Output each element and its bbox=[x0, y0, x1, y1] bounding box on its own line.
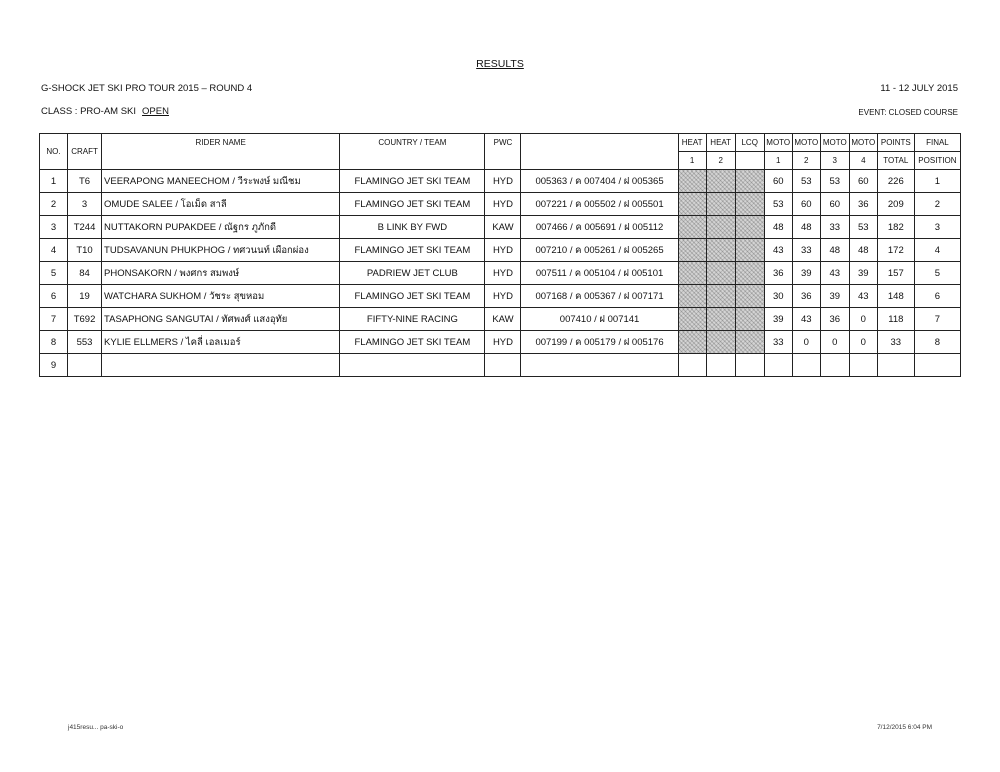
cell-moto-2: 53 bbox=[792, 170, 820, 193]
cell-moto-3: 33 bbox=[820, 216, 849, 239]
cell-heat-2 bbox=[706, 239, 735, 262]
cell-final-position: 7 bbox=[914, 308, 960, 331]
cell-final-position: 5 bbox=[914, 262, 960, 285]
header-moto-2-number: 2 bbox=[792, 152, 820, 170]
cell-pwc: KAW bbox=[485, 216, 521, 239]
cell-country-team bbox=[340, 354, 485, 377]
cell-heat-2 bbox=[706, 308, 735, 331]
page-title: RESULTS bbox=[476, 58, 524, 70]
cell-moto-3: 39 bbox=[820, 285, 849, 308]
cell-moto-4: 0 bbox=[849, 308, 877, 331]
table-row bbox=[40, 193, 961, 216]
cell-moto-1: 53 bbox=[764, 193, 792, 216]
cell-lcq bbox=[735, 354, 764, 377]
header-heat-2: HEAT bbox=[706, 134, 735, 152]
cell-lcq bbox=[735, 170, 764, 193]
table-row bbox=[40, 331, 961, 354]
cell-final-position: 1 bbox=[914, 170, 960, 193]
footer-timestamp: 7/12/2015 6:04 PM bbox=[877, 724, 932, 731]
table-row bbox=[40, 216, 961, 239]
header-heat-1: HEAT bbox=[678, 134, 706, 152]
cell-country-team: FLAMINGO JET SKI TEAM bbox=[340, 193, 485, 216]
cell-moto-4: 0 bbox=[849, 331, 877, 354]
cell-pwc: HYD bbox=[485, 331, 521, 354]
cell-moto-4: 39 bbox=[849, 262, 877, 285]
cell-pwc: HYD bbox=[485, 170, 521, 193]
cell-serial: 005363 / ค 007404 / ฝ 005365 bbox=[521, 170, 678, 193]
table-header bbox=[40, 134, 961, 170]
cell-serial: 007199 / ค 005179 / ฝ 005176 bbox=[521, 331, 678, 354]
cell-no: 9 bbox=[40, 354, 68, 377]
cell-pwc: HYD bbox=[485, 262, 521, 285]
cell-craft: 19 bbox=[68, 285, 102, 308]
header-lcq: LCQ bbox=[735, 134, 764, 152]
cell-final-position: 6 bbox=[914, 285, 960, 308]
class-line bbox=[41, 106, 169, 117]
cell-final-position: 8 bbox=[914, 331, 960, 354]
cell-points-total: 118 bbox=[877, 308, 914, 331]
cell-no: 1 bbox=[40, 170, 68, 193]
cell-moto-3: 0 bbox=[820, 331, 849, 354]
cell-moto-1: 39 bbox=[764, 308, 792, 331]
cell-serial: 007221 / ค 005502 / ฝ 005501 bbox=[521, 193, 678, 216]
header-moto-2: MOTO bbox=[792, 134, 820, 152]
results-table bbox=[39, 133, 961, 377]
cell-moto-2: 36 bbox=[792, 285, 820, 308]
header-rider-name: RIDER NAME bbox=[102, 134, 340, 170]
cell-moto-4: 43 bbox=[849, 285, 877, 308]
cell-heat-2 bbox=[706, 285, 735, 308]
cell-moto-4: 60 bbox=[849, 170, 877, 193]
cell-final-position: 2 bbox=[914, 193, 960, 216]
cell-craft: T6 bbox=[68, 170, 102, 193]
cell-craft: 553 bbox=[68, 331, 102, 354]
cell-moto-4: 53 bbox=[849, 216, 877, 239]
table-row bbox=[40, 262, 961, 285]
header-serial bbox=[521, 134, 678, 170]
cell-serial: 007410 / ฝ 007141 bbox=[521, 308, 678, 331]
header-moto-1-number: 1 bbox=[764, 152, 792, 170]
header-moto-3: MOTO bbox=[820, 134, 849, 152]
cell-country-team: B LINK BY FWD bbox=[340, 216, 485, 239]
cell-moto-3 bbox=[820, 354, 849, 377]
cell-moto-1 bbox=[764, 354, 792, 377]
cell-moto-2: 43 bbox=[792, 308, 820, 331]
cell-no: 3 bbox=[40, 216, 68, 239]
cell-pwc: KAW bbox=[485, 308, 521, 331]
cell-serial bbox=[521, 354, 678, 377]
event-type: EVENT: CLOSED COURSE bbox=[858, 108, 958, 117]
cell-moto-4 bbox=[849, 354, 877, 377]
cell-moto-2: 48 bbox=[792, 216, 820, 239]
cell-moto-2: 0 bbox=[792, 331, 820, 354]
cell-heat-2 bbox=[706, 354, 735, 377]
table-row bbox=[40, 239, 961, 262]
cell-country-team: FLAMINGO JET SKI TEAM bbox=[340, 170, 485, 193]
cell-points-total bbox=[877, 354, 914, 377]
header-pwc: PWC bbox=[485, 134, 521, 170]
cell-heat-1 bbox=[678, 170, 706, 193]
cell-moto-1: 30 bbox=[764, 285, 792, 308]
cell-heat-1 bbox=[678, 262, 706, 285]
cell-heat-1 bbox=[678, 331, 706, 354]
cell-heat-1 bbox=[678, 308, 706, 331]
cell-heat-2 bbox=[706, 331, 735, 354]
cell-serial: 007168 / ค 005367 / ฝ 007171 bbox=[521, 285, 678, 308]
cell-heat-1 bbox=[678, 193, 706, 216]
cell-lcq bbox=[735, 285, 764, 308]
header-no: NO. bbox=[40, 134, 68, 170]
class-value: OPEN bbox=[142, 106, 169, 117]
cell-rider-name bbox=[102, 354, 340, 377]
table-row bbox=[40, 308, 961, 331]
cell-heat-1 bbox=[678, 239, 706, 262]
cell-moto-3: 36 bbox=[820, 308, 849, 331]
cell-heat-1 bbox=[678, 285, 706, 308]
header-final: FINAL bbox=[914, 134, 960, 152]
cell-final-position bbox=[914, 354, 960, 377]
cell-no: 8 bbox=[40, 331, 68, 354]
header-lcq-sub bbox=[735, 152, 764, 170]
table-row bbox=[40, 285, 961, 308]
cell-rider-name: OMUDE SALEE / โอเม็ด สาลี bbox=[102, 193, 340, 216]
cell-pwc: HYD bbox=[485, 239, 521, 262]
cell-points-total: 33 bbox=[877, 331, 914, 354]
cell-heat-2 bbox=[706, 216, 735, 239]
header-heat-1-number: 1 bbox=[678, 152, 706, 170]
cell-moto-3: 43 bbox=[820, 262, 849, 285]
cell-lcq bbox=[735, 262, 764, 285]
cell-moto-2: 33 bbox=[792, 239, 820, 262]
cell-craft: 3 bbox=[68, 193, 102, 216]
cell-moto-1: 43 bbox=[764, 239, 792, 262]
cell-final-position: 3 bbox=[914, 216, 960, 239]
cell-craft: T10 bbox=[68, 239, 102, 262]
cell-no: 6 bbox=[40, 285, 68, 308]
cell-rider-name: WATCHARA SUKHOM / วัชระ สุขหอม bbox=[102, 285, 340, 308]
header-moto-4-number: 4 bbox=[849, 152, 877, 170]
cell-points-total: 157 bbox=[877, 262, 914, 285]
header-moto-4: MOTO bbox=[849, 134, 877, 152]
cell-lcq bbox=[735, 308, 764, 331]
event-name: G-SHOCK JET SKI PRO TOUR 2015 – ROUND 4 bbox=[41, 83, 253, 94]
cell-rider-name: KYLIE ELLMERS / ไคลี่ เอลเมอร์ bbox=[102, 331, 340, 354]
footer-filename: j415resu... pa-ski-o bbox=[68, 724, 124, 731]
cell-craft: T244 bbox=[68, 216, 102, 239]
cell-pwc: HYD bbox=[485, 285, 521, 308]
cell-points-total: 226 bbox=[877, 170, 914, 193]
cell-heat-2 bbox=[706, 193, 735, 216]
cell-moto-1: 33 bbox=[764, 331, 792, 354]
cell-moto-1: 60 bbox=[764, 170, 792, 193]
cell-lcq bbox=[735, 216, 764, 239]
cell-serial: 007466 / ค 005691 / ฝ 005112 bbox=[521, 216, 678, 239]
cell-craft bbox=[68, 354, 102, 377]
cell-country-team: PADRIEW JET CLUB bbox=[340, 262, 485, 285]
cell-country-team: FLAMINGO JET SKI TEAM bbox=[340, 331, 485, 354]
cell-moto-1: 48 bbox=[764, 216, 792, 239]
cell-moto-2: 39 bbox=[792, 262, 820, 285]
header-points-total: TOTAL bbox=[877, 152, 914, 170]
cell-no: 7 bbox=[40, 308, 68, 331]
cell-rider-name: PHONSAKORN / พงศกร สมพงษ์ bbox=[102, 262, 340, 285]
cell-serial: 007511 / ค 005104 / ฝ 005101 bbox=[521, 262, 678, 285]
class-label: CLASS : PRO-AM SKI bbox=[41, 106, 137, 117]
table-row bbox=[40, 354, 961, 377]
cell-points-total: 209 bbox=[877, 193, 914, 216]
table-body bbox=[40, 170, 961, 377]
cell-rider-name: NUTTAKORN PUPAKDEE / ณัฐกร ภูภักดี bbox=[102, 216, 340, 239]
cell-country-team: FLAMINGO JET SKI TEAM bbox=[340, 239, 485, 262]
cell-rider-name: TUDSAVANUN PHUKPHOG / ทศวนนท์ เผือกผ่อง bbox=[102, 239, 340, 262]
header-country-team: COUNTRY / TEAM bbox=[340, 134, 485, 170]
cell-no: 4 bbox=[40, 239, 68, 262]
cell-moto-3: 53 bbox=[820, 170, 849, 193]
cell-lcq bbox=[735, 331, 764, 354]
cell-country-team: FIFTY-NINE RACING bbox=[340, 308, 485, 331]
cell-moto-4: 36 bbox=[849, 193, 877, 216]
cell-heat-2 bbox=[706, 170, 735, 193]
cell-moto-1: 36 bbox=[764, 262, 792, 285]
cell-moto-3: 48 bbox=[820, 239, 849, 262]
cell-moto-2: 60 bbox=[792, 193, 820, 216]
cell-pwc bbox=[485, 354, 521, 377]
cell-craft: T692 bbox=[68, 308, 102, 331]
cell-moto-2 bbox=[792, 354, 820, 377]
cell-heat-1 bbox=[678, 216, 706, 239]
cell-lcq bbox=[735, 193, 764, 216]
cell-pwc: HYD bbox=[485, 193, 521, 216]
cell-lcq bbox=[735, 239, 764, 262]
header-moto-1: MOTO bbox=[764, 134, 792, 152]
cell-points-total: 172 bbox=[877, 239, 914, 262]
cell-points-total: 148 bbox=[877, 285, 914, 308]
cell-heat-2 bbox=[706, 262, 735, 285]
header-heat-2-number: 2 bbox=[706, 152, 735, 170]
cell-rider-name: VEERAPONG MANEECHOM / วีระพงษ์ มณีชม bbox=[102, 170, 340, 193]
header-craft: CRAFT bbox=[68, 134, 102, 170]
cell-no: 2 bbox=[40, 193, 68, 216]
cell-no: 5 bbox=[40, 262, 68, 285]
header-moto-3-number: 3 bbox=[820, 152, 849, 170]
table-row bbox=[40, 170, 961, 193]
cell-craft: 84 bbox=[68, 262, 102, 285]
cell-rider-name: TASAPHONG SANGUTAI / ทัศพงศ์ แสงอุทัย bbox=[102, 308, 340, 331]
cell-points-total: 182 bbox=[877, 216, 914, 239]
cell-country-team: FLAMINGO JET SKI TEAM bbox=[340, 285, 485, 308]
cell-final-position: 4 bbox=[914, 239, 960, 262]
cell-heat-1 bbox=[678, 354, 706, 377]
cell-moto-4: 48 bbox=[849, 239, 877, 262]
cell-moto-3: 60 bbox=[820, 193, 849, 216]
event-date: 11 - 12 JULY 2015 bbox=[880, 83, 958, 94]
header-final-position: POSITION bbox=[914, 152, 960, 170]
cell-serial: 007210 / ค 005261 / ฝ 005265 bbox=[521, 239, 678, 262]
header-points: POINTS bbox=[877, 134, 914, 152]
